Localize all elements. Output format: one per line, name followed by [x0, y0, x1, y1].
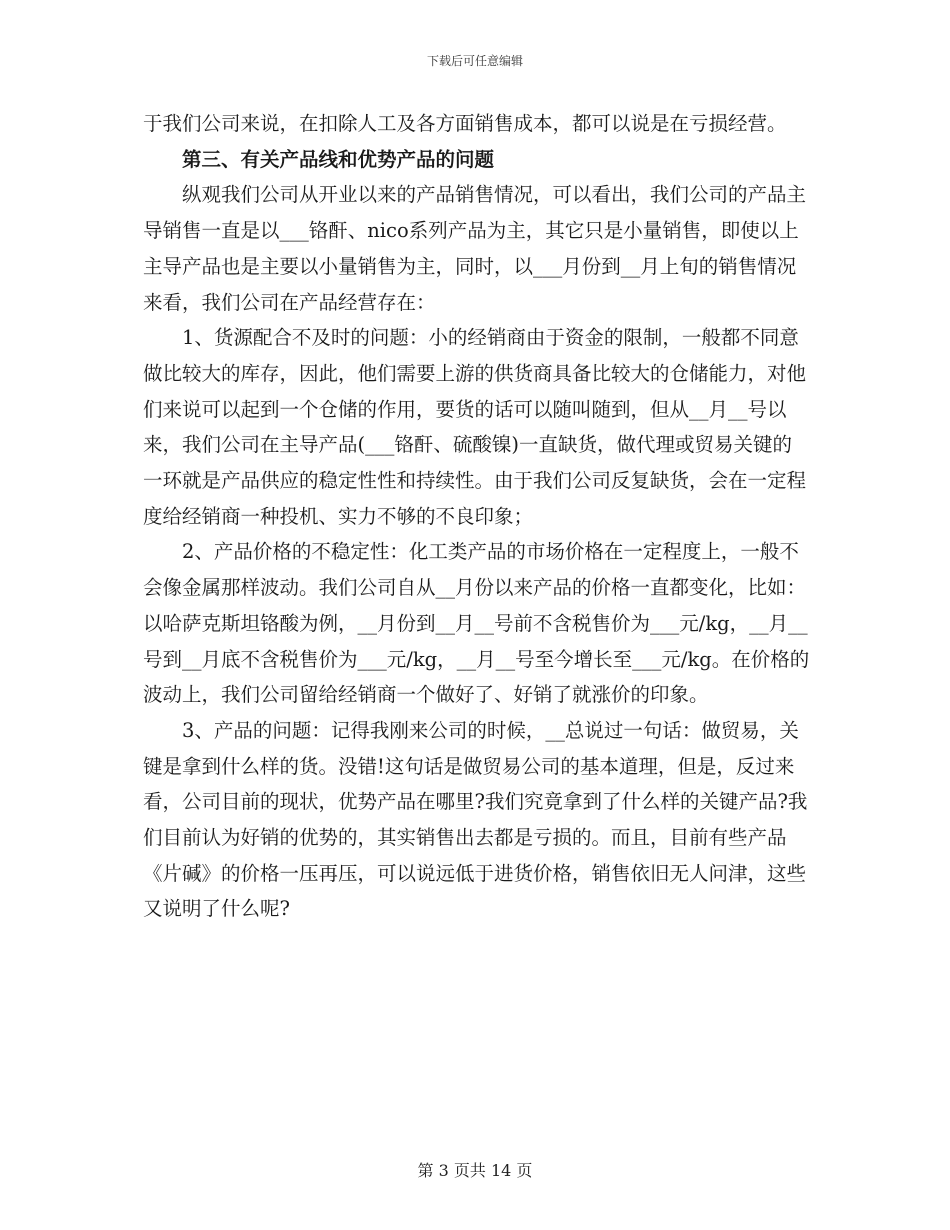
paragraph-item-2: 2、产品价格的不稳定性：化工类产品的市场价格在一定程度上，一般不会像金属那样波动。我们公司自从__月份以来产品的价格一直都变化，比如：以哈萨克斯坦铬酸为例，__月份到__月__号前不含税售价为___元/kg，__月__号到__月底不含税售价为___元/kg，__月__号至今增长至___元/kg。在价格的波动上，我们公司留给经销商一个做好了、好销了就涨价的印象。 — [143, 540, 810, 707]
section-heading: 第三、有关产品线和优势产品的问题 — [182, 147, 495, 171]
page-footer: 第 3 页共 14 页 — [417, 1161, 533, 1180]
paragraph-continuation: 于我们公司来说，在扣除人工及各方面销售成本，都可以说是在亏损经营。 — [143, 112, 787, 135]
paragraph-overview: 纵观我们公司从开业以来的产品销售情况，可以看出，我们公司的产品主导销售一直是以___铬酐、nico系列产品为主，其它只是小量销售，即使以上主导产品也是主要以小量销售为主，同时，以___月份到__月上旬的销售情况来看，我们公司在产品经营存在： — [143, 183, 807, 314]
paragraph-item-1: 1、货源配合不及时的问题：小的经销商由于资金的限制，一般都不同意做比较大的库存，因此，他们需要上游的供货商具备比较大的仓储能力，对他们来说可以起到一个仓储的作用，要货的话可以随叫随到，但从__月__号以来，我们公司在主导产品(___铬酐、硫酸镍)一直缺货，做代理或贸易关键的一环就是产品供应的稳定性性和持续性。由于我们公司反复缺货，会在一定程度给经销商一种投机、实力不够的不良印象； — [143, 326, 807, 528]
document-body — [143, 106, 811, 927]
page-header: 下载后可任意编辑 — [426, 54, 523, 68]
paragraph-item-3: 3、产品的问题：记得我刚来公司的时候，__总说过一句话：做贸易，关键是拿到什么样的货。没错!这句话是做贸易公司的基本道理，但是，反过来看，公司目前的现状，优势产品在哪里?我们究竟拿到了什么样的关键产品?我们目前认为好销的优势的，其实销售出去都是亏损的。而且，目前有些产品《片碱》的价格一压再压，可以说远低于进货价格，销售依旧无人问津，这些又说明了什么呢? — [143, 718, 808, 921]
